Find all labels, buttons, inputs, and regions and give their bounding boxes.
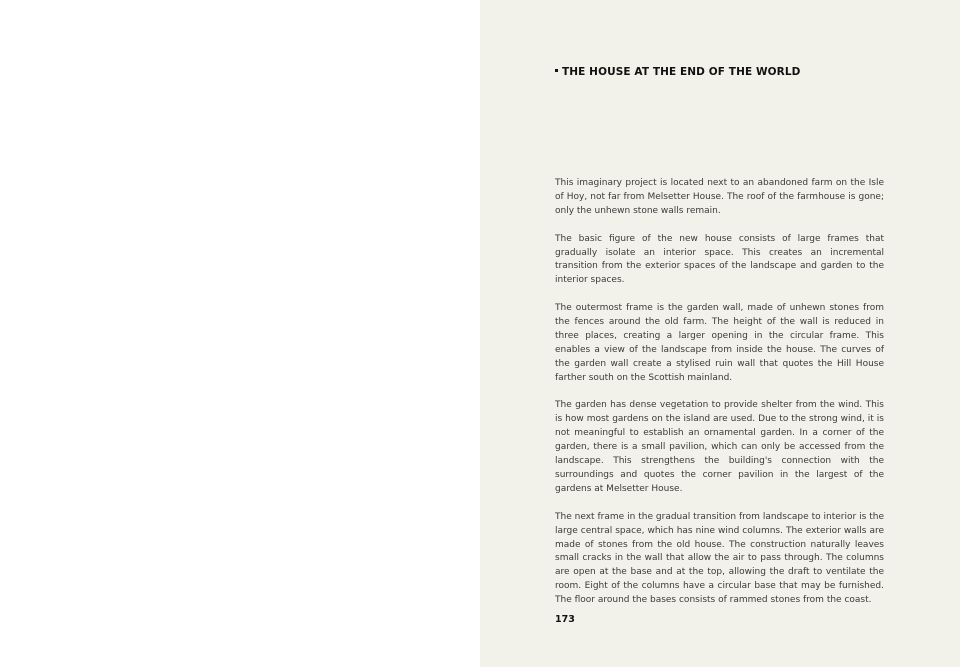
page-number: 173 — [555, 614, 575, 625]
section-heading-text: THE HOUSE AT THE END OF THE WORLD — [562, 66, 801, 78]
paragraph-2: The basic figure of the new house consists of large frames that gradually isolate an interior space. This creates an incremental transition from the exterior spaces of the landscape and garden to the interior spaces. — [555, 233, 884, 286]
paragraph-4: The garden has dense vegetation to provide shelter from the wind. This is how most gardens on the island are used. Due to the strong wind, it is not meaningful to establish an ornamental garden. In a corner of the garden, there is a small pavilion, which can only be accessed from the landscape. This strengthens the building's connection with the surroundings and quotes the corner pavilion in the largest of the gardens at Melsetter House. — [555, 400, 884, 494]
right-page — [480, 0, 960, 667]
paragraph-3: The outermost frame is the garden wall, made of unhewn stones from the fences around the old farm. The height of the wall is reduced in three places, creating a larger opening in the circular frame. This enables a view of the landscape from inside the house. The curves of the garden wall create a stylised ruin wall that quotes the Hill House farther south on the Scottish mainland. — [555, 303, 884, 383]
paragraph-1: This imaginary project is located next to an abandoned farm on the Isle of Hoy, not far from Melsetter House. The roof of the farmhouse is gone; only the unhewn stone walls remain. — [555, 178, 884, 216]
body-text — [555, 177, 884, 622]
bullet-square-icon — [555, 69, 558, 72]
paragraph-5: The next frame in the gradual transition from landscape to interior is the large central space, which has nine wind columns. The exterior walls are made of stones from the old house. The construction naturally leaves small cracks in the wall that allow the air to pass through. The columns are open at the base and at the top, allowing the draft to ventilate the room. Eight of the columns have a circular base that may be furnished. The floor around the bases consists of rammed stones from the coast. — [555, 511, 884, 606]
section-heading — [555, 66, 895, 78]
